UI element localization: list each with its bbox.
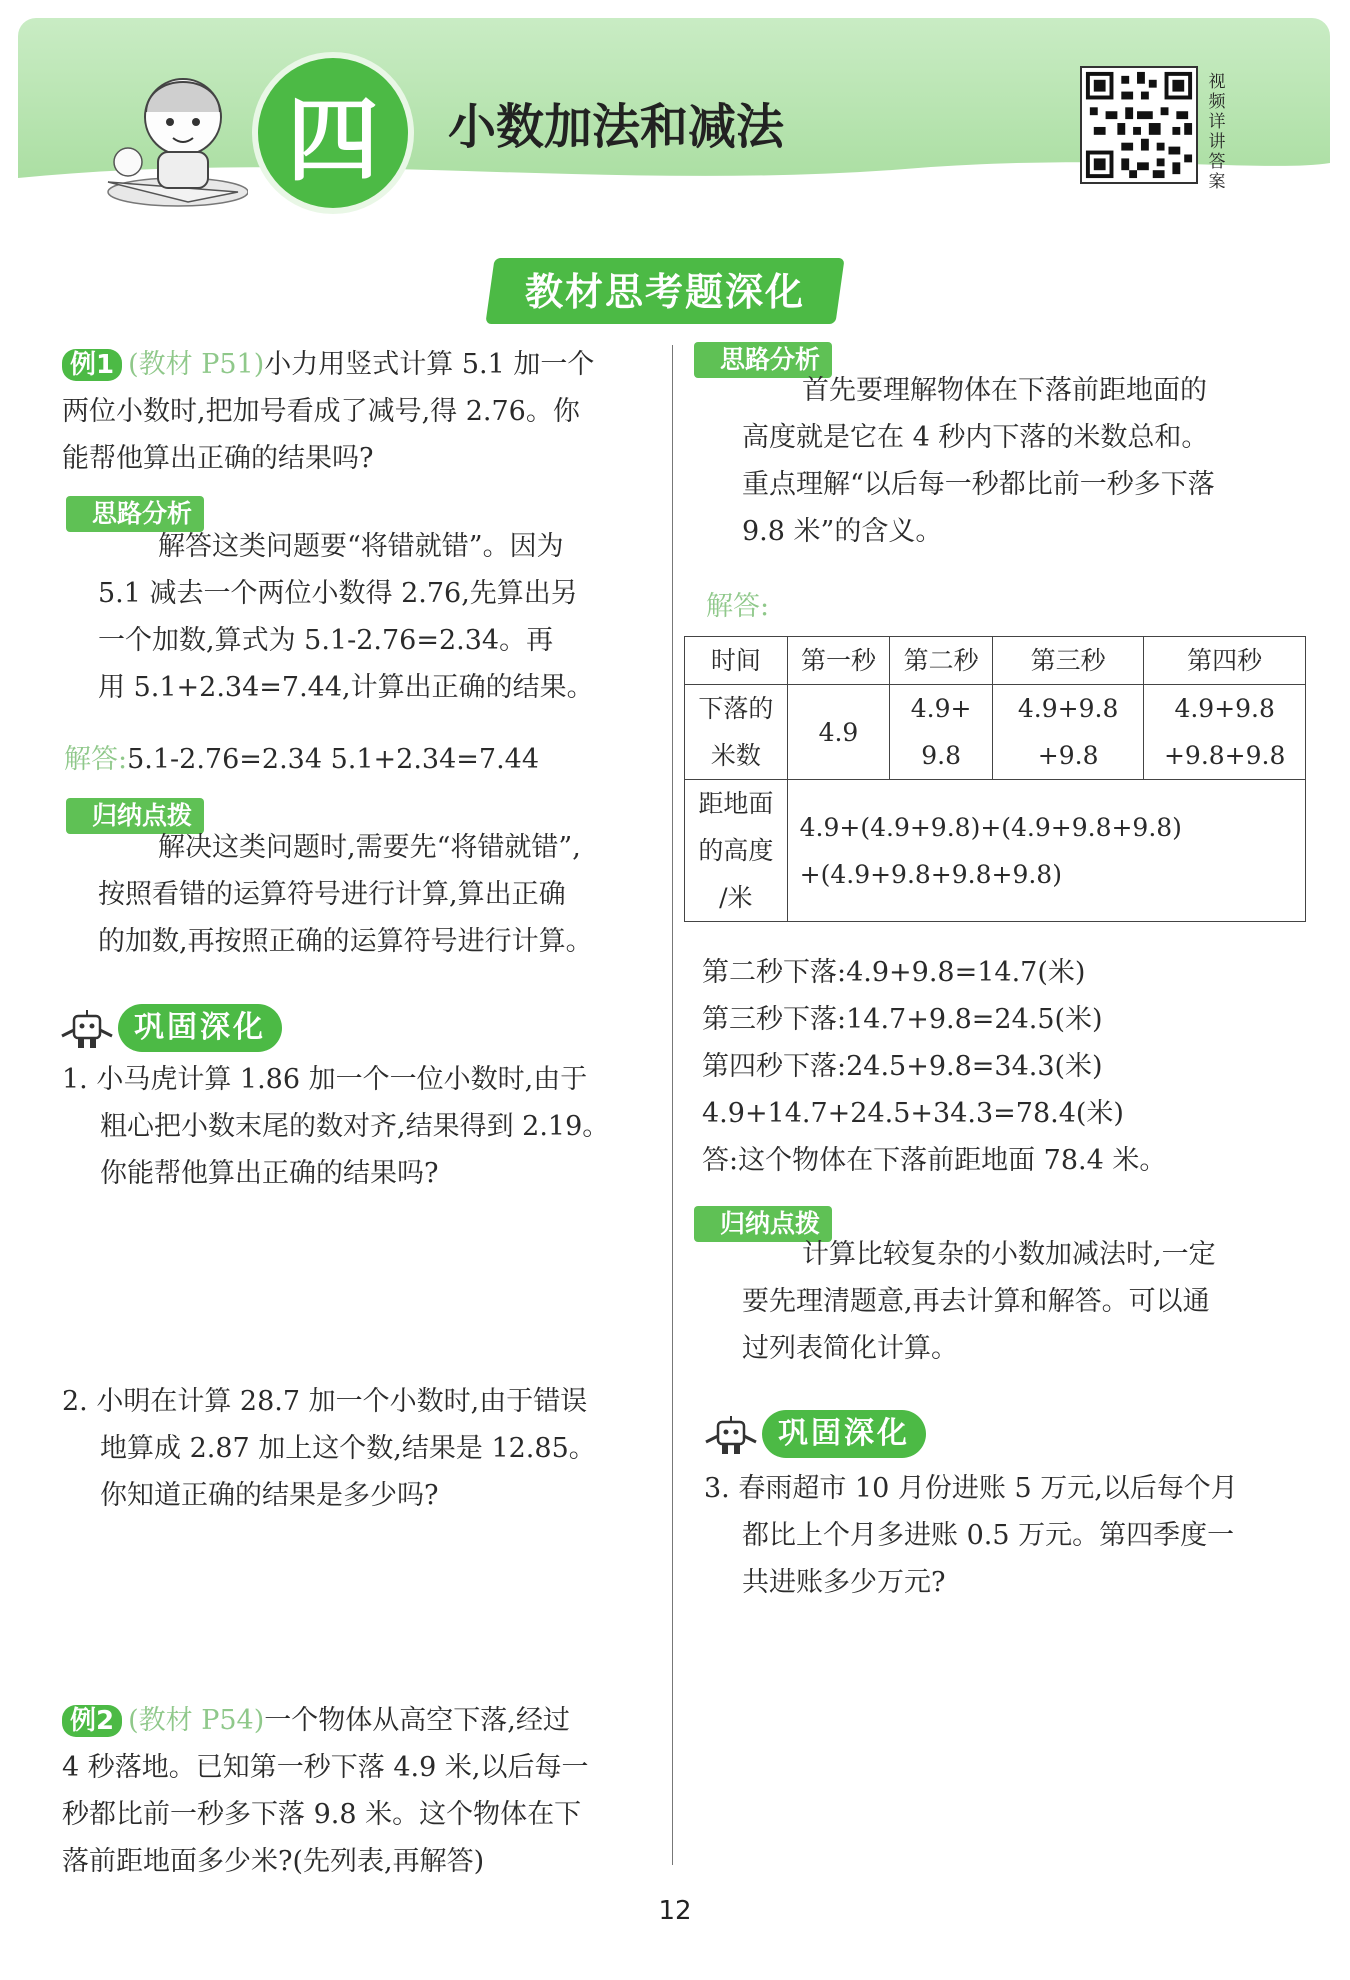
problem1-line-2: 粗心把小数末尾的数对齐,结果得到 2.19。 — [100, 1111, 610, 1142]
problem3-line-2: 都比上个月多进账 0.5 万元。第四季度一 — [742, 1520, 1235, 1551]
problem2-line-2: 地算成 2.87 加上这个数,结果是 12.85。 — [100, 1433, 596, 1464]
example2-analysis-line-1: 首先要理解物体在下落前距地面的 — [802, 375, 1207, 406]
table-row — [685, 780, 1306, 922]
example1-analysis-line-3: 一个加数,算式为 5.1-2.76=2.34。再 — [98, 625, 554, 656]
example2-answer-label: 解答: — [706, 591, 770, 622]
example1-line-3: 能帮他算出正确的结果吗? — [62, 443, 374, 474]
solution-line-5: 答:这个物体在下落前距地面 78.4 米。 — [702, 1145, 1167, 1176]
table-cell: 4.9 — [787, 685, 890, 780]
section-banner: 教材思考题深化 — [524, 270, 805, 314]
table-cell: 4.9+ 9.8 — [890, 685, 993, 780]
chapter-number-badge: 四 — [258, 58, 408, 208]
example1-summary-line-2: 按照看错的运算符号进行计算,算出正确 — [98, 879, 566, 910]
example1-analysis-line-4: 用 5.1+2.34=7.44,计算出正确的结果。 — [98, 672, 594, 703]
table-row-label: 下落的 米数 — [685, 685, 788, 780]
example1-analysis-line-1: 解答这类问题要“将错就错”。因为 — [158, 531, 564, 562]
solution-line-4: 4.9+14.7+24.5+34.3=78.4(米) — [702, 1098, 1124, 1129]
consolidate-label-2: 巩固深化 — [762, 1410, 926, 1458]
example2-summary-tag: 归纳点拨 — [694, 1206, 832, 1242]
problem2-line-1: 2. 小明在计算 28.7 加一个小数时,由于错误 — [62, 1386, 588, 1417]
table-cell: 4.9+9.8 +9.8 — [992, 685, 1143, 780]
example1-text-1: 小力用竖式计算 5.1 加一个 — [264, 349, 595, 380]
falling-table — [684, 636, 1306, 922]
example1-line-1 — [62, 348, 594, 382]
table-header-cell: 第四秒 — [1144, 637, 1306, 685]
example1-analysis-tag: 思路分析 — [66, 496, 204, 532]
example1-ref: (教材 P51) — [128, 349, 265, 380]
example2-analysis-line-4: 9.8 米”的含义。 — [742, 516, 943, 547]
example1-analysis-line-2: 5.1 减去一个两位小数得 2.76,先算出另 — [98, 578, 578, 609]
example1-summary-tag: 归纳点拨 — [66, 798, 204, 834]
example2-badge: 例2 — [62, 1705, 122, 1737]
qr-label: 视频详讲答案 — [1208, 72, 1226, 192]
example2-line-1 — [62, 1704, 570, 1738]
column-divider — [672, 345, 673, 1865]
problem1-line-1: 1. 小马虎计算 1.86 加一个一位小数时,由于 — [62, 1064, 588, 1095]
example2-analysis-line-3: 重点理解“以后每一秒都比前一秒多下落 — [742, 469, 1215, 500]
robot-icon — [58, 1010, 114, 1050]
example1-answer-text: 5.1-2.76=2.34 5.1+2.34=7.44 — [127, 744, 540, 775]
example2-ref: (教材 P54) — [128, 1705, 265, 1736]
example1-answer-label: 解答: — [64, 744, 128, 775]
example2-analysis-tag: 思路分析 — [694, 342, 832, 378]
solution-line-2: 第三秒下落:14.7+9.8=24.5(米) — [702, 1004, 1103, 1035]
table-row-label: 距地面 的高度 /米 — [685, 780, 788, 922]
problem2-line-3: 你知道正确的结果是多少吗? — [100, 1480, 439, 1511]
example2-text-1: 一个物体从高空下落,经过 — [264, 1705, 570, 1736]
table-header-cell: 时间 — [685, 637, 788, 685]
example2-summary-line-1: 计算比较复杂的小数加减法时,一定 — [802, 1239, 1216, 1270]
solution-line-1: 第二秒下落:4.9+9.8=14.7(米) — [702, 957, 1086, 988]
table-cell: 4.9+9.8 +9.8+9.8 — [1144, 685, 1306, 780]
problem3-line-1: 3. 春雨超市 10 月份进账 5 万元,以后每个月 — [704, 1473, 1238, 1504]
qr-code-icon[interactable] — [1080, 66, 1198, 184]
example1-summary-line-1: 解决这类问题时,需要先“将错就错”, — [158, 832, 581, 863]
table-cell-height: 4.9+(4.9+9.8)+(4.9+9.8+9.8) +(4.9+9.8+9.8+9.8) — [787, 780, 1305, 922]
example2-summary-line-2: 要先理清题意,再去计算和解答。可以通 — [742, 1286, 1210, 1317]
problem3-line-3: 共进账多少万元? — [742, 1567, 946, 1598]
table-row — [685, 637, 1306, 685]
solution-line-3: 第四秒下落:24.5+9.8=34.3(米) — [702, 1051, 1103, 1082]
example2-line-3: 秒都比前一秒多下落 9.8 米。这个物体在下 — [62, 1799, 582, 1830]
table-header-cell: 第一秒 — [787, 637, 890, 685]
problem1-line-3: 你能帮他算出正确的结果吗? — [100, 1158, 439, 1189]
robot-icon — [702, 1416, 758, 1456]
example1-summary-line-3: 的加数,再按照正确的运算符号进行计算。 — [98, 926, 593, 957]
example2-summary-line-3: 过列表简化计算。 — [742, 1333, 958, 1364]
example1-badge: 例1 — [62, 349, 122, 381]
table-header-cell: 第三秒 — [992, 637, 1143, 685]
chapter-title: 小数加法和减法 — [448, 99, 785, 155]
example2-line-2: 4 秒落地。已知第一秒下落 4.9 米,以后每一 — [62, 1752, 589, 1783]
table-header-cell: 第二秒 — [890, 637, 993, 685]
example1-line-2: 两位小数时,把加号看成了减号,得 2.76。你 — [62, 396, 580, 427]
consolidate-label-1: 巩固深化 — [118, 1004, 282, 1052]
example2-analysis-line-2: 高度就是它在 4 秒内下落的米数总和。 — [742, 422, 1209, 453]
example2-line-4: 落前距地面多少米?(先列表,再解答) — [62, 1846, 485, 1877]
table-row — [685, 685, 1306, 780]
example1-answer — [64, 743, 539, 777]
chapter-header — [18, 18, 1330, 214]
page-number: 12 — [658, 1896, 692, 1926]
mascot-illustration — [98, 42, 248, 212]
